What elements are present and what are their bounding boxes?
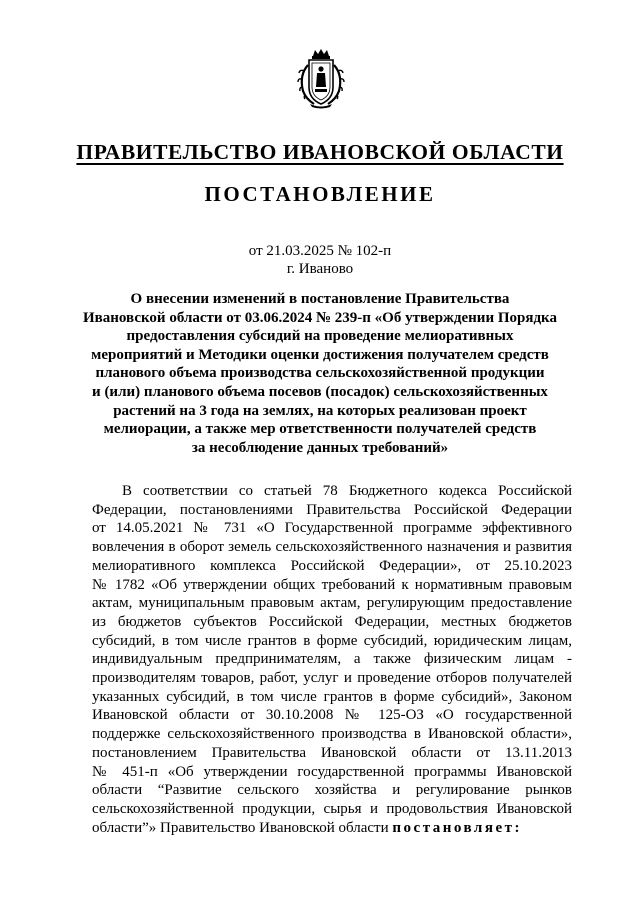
document-date-number: от 21.03.2025 № 102-п [248, 243, 392, 259]
coat-of-arms-icon [296, 47, 346, 109]
body-line: № 1782 «Об утверждении общих требований к нормативным правовым [92, 576, 572, 593]
body-line: субсидий, в том числе грантов в форме субсидий, юридическим лицам, [92, 632, 572, 649]
body-line: индивидуальным предпринимателям, а также физическим лицам - [92, 651, 572, 668]
resolves-word: постановляет: [392, 819, 522, 836]
document-type: ПОСТАНОВЛЕНИЕ [204, 182, 436, 206]
title-line: Ивановской области от 03.06.2024 № 239-п «Об утверждении Порядка [83, 309, 557, 326]
body-last-text: области”» Правительство Ивановской области [92, 819, 389, 836]
title-line: планового объема производства сельскохозяйственной продукции [95, 365, 545, 382]
title-line: мелиорации, а также мер ответственности получателей средств [103, 421, 537, 438]
title-line: О внесении изменений в постановление Правительства [130, 291, 510, 307]
body-line: актам, муниципальным правовым актам, регулирующим предоставление [92, 595, 572, 612]
body-line: сельскохозяйственной продукции, сырья и продовольствия Ивановской [92, 800, 572, 817]
body-line: Федерации, постановлениями Правительства Российской Федерации [92, 501, 572, 518]
document-body [92, 482, 572, 837]
title-line: мероприятий и Методики оценки достижения получателем средств [91, 346, 549, 363]
body-line: № 451-п «Об утверждении государственной программы Ивановской [92, 763, 572, 780]
body-line: из бюджетов субъектов Российской Федерации, местных бюджетов [92, 613, 572, 630]
body-line: В соответствии со статьей 78 Бюджетного кодекса Российской [122, 483, 572, 499]
body-line: поддержке сельскохозяйственного производства в Ивановской области», [92, 726, 572, 743]
document-city: г. Иваново [286, 261, 354, 277]
body-line: производителям товаров, работ, услуг и проведение отборов получателей [92, 670, 572, 687]
body-line: указанных субсидий, в том числе грантов в форме субсидий», Законом [92, 688, 572, 705]
document-title [0, 290, 640, 457]
title-line: и (или) планового объема посевов (посадок) сельскохозяйственных [92, 383, 548, 400]
body-line: мелиоративного комплекса Российской Федерации», от 25.10.2023 [92, 557, 572, 574]
title-line: за несоблюдение данных требований» [191, 439, 449, 456]
title-line: растений на 3 года на землях, на которых реализован проект [113, 402, 527, 419]
body-line: вовлечения в оборот земель сельскохозяйственного назначения и развития [92, 539, 572, 556]
organization-name: ПРАВИТЕЛЬСТВО ИВАНОВСКОЙ ОБЛАСТИ [76, 140, 564, 164]
body-line-final [92, 819, 572, 838]
body-line: постановлением Правительства Ивановской области от 13.11.2013 [92, 744, 572, 761]
body-line: области “Развитие сельского хозяйства и регулирование рынков [92, 782, 572, 799]
body-line: Ивановской области от 30.10.2008 № 125-ОЗ «О государственной [92, 707, 572, 724]
body-line: от 14.05.2021 № 731 «О Государственной программе эффективного [92, 520, 572, 537]
title-line: предоставления субсидий на проведение мелиоративных [126, 328, 514, 345]
